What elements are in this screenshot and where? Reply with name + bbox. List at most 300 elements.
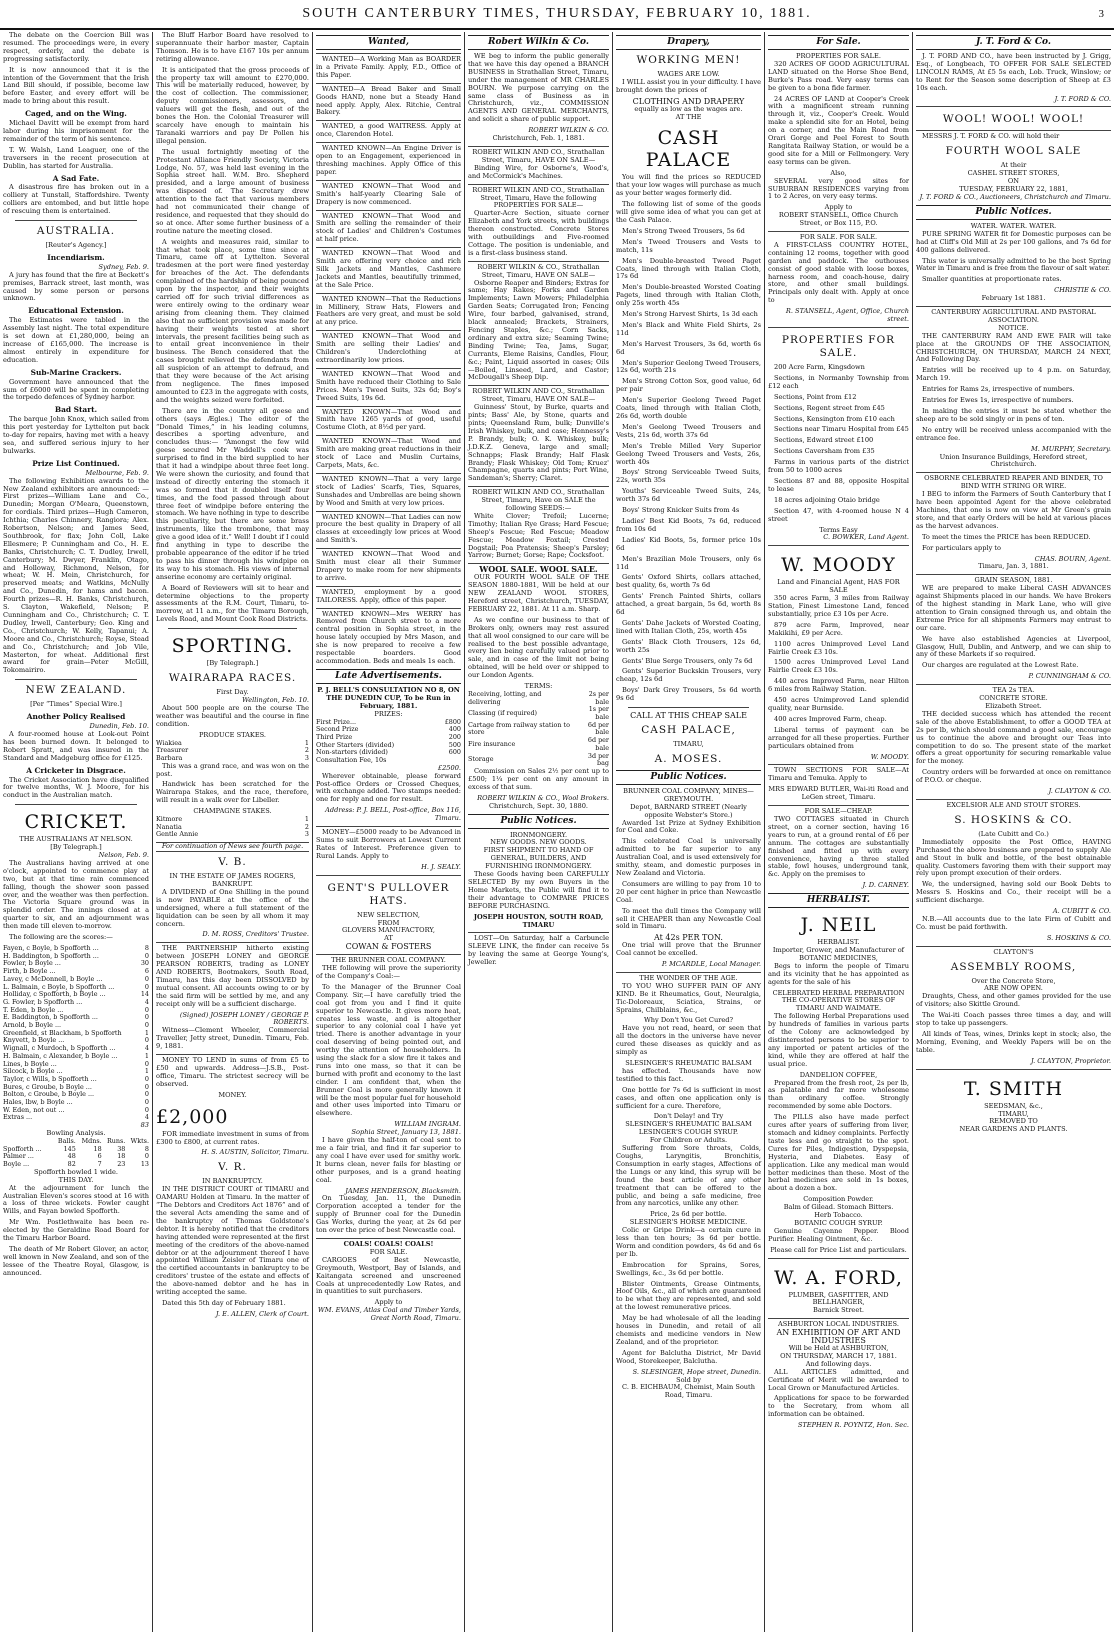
batsman: G. Fowler, b Spofforth ... <box>3 997 83 1006</box>
dateline: Dunedin, Feb. 10. <box>89 722 149 731</box>
ad-line: TIMARU, <box>998 1109 1029 1118</box>
ad-line: WAGES ARE LOW. <box>657 70 720 78</box>
race-row <box>156 831 309 839</box>
wanted-ad: WANTED KNOWN—That Wood and Smith must clear all their Summer Drapery to make room for new shipments to arrive. <box>316 550 461 582</box>
signature: P. CUNNINGHAM & CO. <box>1028 672 1111 681</box>
property-item: Sections 87 and 88, opposite Hospital to lease <box>768 476 909 493</box>
ad-line: AN EXHIBITION OF ART AND INDUSTRIES <box>776 1328 901 1346</box>
runs: 14 <box>140 990 149 999</box>
ad-heading-cash-palace: CASH PALACE <box>645 127 732 172</box>
signature: CHAS. BOURN, Agent. <box>1034 554 1111 563</box>
batsman: H. Baddington, b Spofforth ... <box>3 951 99 960</box>
ad-heading: COALS! COALS! COALS! <box>343 1239 434 1248</box>
signature: WILLIAM INGRAM. <box>394 1120 461 1129</box>
runs: 0 <box>144 1082 149 1091</box>
ad-line: REMOVED TO <box>989 1117 1038 1126</box>
dateline: Sydney, Feb. 9. <box>98 262 149 271</box>
price-item: Ladies' Kid Boots, 5s, former price 10s 6d <box>616 535 761 552</box>
property-item: 18 acres adjoining Otaio bridge <box>774 495 880 504</box>
runs: 1 <box>144 1051 149 1060</box>
score-row <box>3 1114 149 1122</box>
article-text: There are in the country all geese and others (says Ægles.) The editor of the “Donald Times,” in his leading columns, describes a sporting adventure, and concludes thus:— “Amongst the few wild geese secured Mr Waddell's cook was surprised to find in the bird supplied to her that it had a windpipe about three feet long. We were shown the curiosity, and found that instead of directly entering the stomach it was so formed that it doubled itself four times, and the food passed through about three feet of windpipe before entering the stomach. We have nothing in type to describe this peculiarity, but there are some brass instruments, like the trombone, that may give a good idea of it.” Well! I doubt if I could find anything in type to describe the probable appearance of the editor if he tried to pass his dinner through his windpipe on its way to his stomach. His views of internal anserine economy are certainly original. <box>156 406 309 581</box>
ad-text: Colic or Gripe Drink—a certain cure in less than ten hours; 3s 6d per bottle. Worm and condition powders, 4s 6d and 6s per lb. <box>616 1226 761 1258</box>
masthead <box>0 0 1114 30</box>
ad-line: FOR SALE. <box>369 1247 408 1256</box>
batsman: Lavey, c McDonnell, b Boyle ... <box>3 974 103 983</box>
ad-text: SEVERAL very good sites for SUBURBAN RESIDENCES varying from 1 to 2 Acres, on very easy terms. <box>768 176 909 201</box>
signature: H. J. SEALY. <box>421 862 461 871</box>
notice-heading: IN THE ESTATE OF JAMES ROGERS, BANKRUPT. <box>169 872 296 888</box>
signature: S. SLESINGER, Hope street, Dunedin. <box>632 1367 761 1376</box>
ad-text: THE decided success which has attended the recent sale of the above Establishment, to offer a GOOD TEA at 2s per lb, which should command a good sale, encourage us to continue the above and brought our Teas into competition to do so. The present state of the market offers a great opportunity for securing remarkable value for the money. <box>916 709 1111 766</box>
price-item: Boys' Dark Grey Trousers, 5s 6d worth 9s 6d <box>616 686 761 703</box>
dateline: Timaru, Jan. 3, 1881. <box>978 562 1049 571</box>
subheading: A Cricketer in Disgrace. <box>26 765 126 775</box>
wanted-ad: WANTED KNOWN—That Wood and Smith's half-yearly Clearing Sale of Drapery is now commenced. <box>316 181 461 206</box>
ad-line: At their <box>1000 161 1027 170</box>
ad-text: The Wai-iti Coach passes three times a day, and will stop to take up passengers. <box>916 1011 1111 1028</box>
ad-text: OUR FOURTH WOOL SALE OF THE SEASON 1880-1881, Will be held at our NEW ZEALAND WOOL STORES, Hereford street, Christchurch, TUESDAY, FEBRUARY 22, 1881. At 11 a.m. Sharp. <box>468 573 609 613</box>
subheading: CHAMPAGNE STAKES. <box>193 807 272 816</box>
property-item: Sections, Point from £12 <box>774 392 857 401</box>
bowling-row-cell: Balls. <box>57 1136 76 1145</box>
ad-text: Osborne Reaper and Binders; Extras for same; Hay Rakes; Forks and Garden Implements; Lawn Mowers; Philadelphia Garden Seats; Corrugated Iron; Fencing Wire, four barbed, galvanised, strand, black annealed; Brackets, Strainers, Fencing Staples, &c.; Corn Sacks, ordinary and extra size; Seaming Twine; Binding Twine; Tea, Jams, Sugar, Currants, Eleme Raisins, Candles, Flour, &c.; Paint, Liquid assorted in cases; Oils—Boiled, Linseed, Lard, and Castor; McDougall's Sheep Dip. <box>468 278 609 382</box>
ad-text: The following list of some of the goods will give some idea of what you can get at the Cash Palace. <box>616 200 761 224</box>
bowling-row-cell: 13 <box>140 1160 149 1169</box>
bowling-row-cell: Runs. <box>106 1136 126 1145</box>
bowling-row-cell: Spofforth ... <box>3 1144 42 1153</box>
race-results <box>156 816 309 839</box>
ad-line: Price, 2s 6d per bottle. <box>650 1210 727 1219</box>
signature: D. M. ROSS, Creditors' Trustee. <box>202 930 309 939</box>
prize-row-cell: Consultation Fee, 10s <box>316 756 387 765</box>
property-item: 200 Acre Farm, Kingsdown <box>774 363 865 371</box>
ad-heading: CANTERBURY AGRICULTURAL AND PASTORAL ASSOCIATION. <box>931 308 1096 324</box>
ad-heading: PROPERTIES FOR SALE. <box>796 52 881 60</box>
subheading: PRIZES: <box>374 709 403 718</box>
signature: ROBERT STANSELL, Office Church Street, or Box 115, P.O. <box>778 211 899 228</box>
property-item: Farms in various parts of the district from 50 to 1000 acres <box>768 458 909 475</box>
ad-text: Entries for Rams 2s, irrespective of numbers. <box>922 385 1075 394</box>
ad-text: I have given the half-ton of coal sent to me a fair trial, and find it far superior to any coal I have ever used for smithy work. It burns clean, never fails for blasting or other purposes, and is a grand heating coal. <box>316 1136 461 1184</box>
ad-text: To the Manager of the Brunner Coal Company. Sir,—I have carefully tried the coal got from you and I find it quite superior to Newcastle. It gives more heat, creates less waste, and is altogether superior to any colonial coal I have yet tried. There is another advantage in your coal deserving of being pointed out, and worthy the attention of householders. In using the slack for a slow fire it takes and runs into one mass, so that it can be burned with profit and economy to the last cinder. I am confident that, when the Brunner Coal is more generally known it will be the most popular fuel for household and other uses imported into Timaru or elsewhere. <box>316 982 461 1118</box>
price-item: Youths' Serviceable Tweed Suits, 24s, worth 37s 6d <box>616 487 761 504</box>
ad-heading: EXCELSIOR ALE AND STOUT STORES. <box>946 800 1081 809</box>
ad-text: Smaller quantities at proportionate rates. <box>922 275 1062 284</box>
price-item: Gents' Oxford Shirts, collars attached, best quality, 6s, worth 7s 6d <box>616 573 761 590</box>
terms-row-cell: Fire insurance <box>468 740 516 749</box>
section-box-robert-wilkin: Robert Wilkin & Co. <box>468 35 609 50</box>
signature: W. MOODY. <box>870 752 909 761</box>
bowling-row-cell: 8 <box>144 1144 149 1153</box>
wanted-ad: WANTED KNOWN—That Wood and Smith are making great reductions in their stock of Lace and Muslin Curtains, Carpets, Mats, &c. <box>316 437 461 469</box>
prize-row-cell: Other Starters (divided) <box>316 740 395 749</box>
ad-line: FOURTH WOOL SALE <box>945 145 1082 158</box>
ad-line: NEW SELECTION, <box>357 910 420 919</box>
section-box-for-sale: For Sale. <box>768 35 909 50</box>
article-text: Spofforth bowled 1 wide. <box>34 1167 118 1176</box>
wanted-ad: WANTED KNOWN—That Wood and Smith are selling the remainder of their stock of Ladies' and Children's Costumes at half price. <box>316 211 461 244</box>
ad-text: Draughts, Chess, and other games provided for the use of visitors; also Skittle Ground. <box>916 992 1111 1009</box>
bowling-row-cell: 48 <box>67 1152 76 1161</box>
ad-text: Entries will be received up to 4 p.m. on Saturday, March 19. <box>916 366 1111 383</box>
terms-row <box>468 722 609 737</box>
subheading: Another Policy Realised <box>26 712 126 722</box>
prize-row-cell: 200 <box>448 732 461 741</box>
terms-row-cell: 3d per bag <box>587 751 609 768</box>
continuation-note: For continuation of News see fourth page. <box>156 842 309 852</box>
race-row-cell: Gentle Annie <box>156 830 199 839</box>
ad-heading: GENT'S PULLOVER HATS. <box>327 881 450 907</box>
batsman: Bures, c Groube, b Boyle ... <box>3 1082 92 1091</box>
wanted-ad: WANTED KNOWN—That Ladies can now procure the best quality in Drapery of all classes at exceedingly low prices at Wood and Smith's. <box>316 512 461 545</box>
ad-line: CLOTHING AND DRAPERY <box>632 96 745 106</box>
prize-row-cell: First Prize... <box>316 717 357 726</box>
price-item: Men's Geelong Tweed Trousers and Vests, 21s 6d, worth 37s 6d <box>616 422 761 439</box>
dateline: Wellington, Feb. 10. <box>241 695 309 704</box>
batsman: Holliday, c Spofforth, b Boyle ... <box>3 990 106 999</box>
ad-text: On Tuesday, Jan. 11, the Dunedin Corporation accepted a tender for the supply of Brunner coal for the Dunedin Gas Works, during the year, at 2s 6d per ton over the price of best Newcastle coal. <box>316 1194 461 1235</box>
divider <box>15 804 137 805</box>
ad-line: Also, <box>830 168 847 177</box>
batsman: Bolton, c Groube, b Boyle ... <box>3 1090 95 1099</box>
ad-text: Prepared from the fresh root, 2s per lb, as palatable and far more wholesome than ordinary coffee. Strongly recommended by some able Doctors. <box>768 1078 909 1111</box>
signature: M. MURPHY, Secretary. <box>1031 444 1111 453</box>
crest-line: V. B. <box>218 856 247 869</box>
section-box-wanted: Wanted, <box>316 35 461 50</box>
terms-row-cell: 1s per bale <box>588 705 609 722</box>
dateline: Nelson, Feb. 9. <box>98 851 149 860</box>
wanted-ad: WANTED KNOWN—That Wood and Smith have 1265 yards of good, useful Costume Cloth, at 8½d per yard. <box>316 407 461 432</box>
price-item: Men's Double-breasted Tweed Paget Coats, lined through with Italian Cloth, 17s 6d <box>616 256 761 281</box>
ad-text: TWO COTTAGES situated in Church street, on a corner section, having 16 years to run, at a ground rental of £6 per annum. The cottages are substantially finished and fitted up with every convenience, having a three stalled stable, fowl houses, underground tank, &c. Apply on the premises to <box>768 814 909 879</box>
divider <box>15 220 137 221</box>
batsman: Silcock, b Boyle ... <box>3 1067 63 1076</box>
ad-text: WE are prepared to make Liberal CASH ADVANCES against Shipments placed in our hands. We have Brokers of the highest standing in Mark Lane, who will give attention to Grain consigned through us, and obtain the Extreme Price for all shipments Farmers may entrust to our care. <box>916 584 1111 632</box>
ad-text: This water is universally admitted to be the best Spring Water in Timaru and is free from the flavour of salt water. <box>916 256 1111 273</box>
ad-text: One bottle for 7s 6d is sufficient in most cases, and often one application only is sufficient for a cure. Therefore, <box>616 1085 761 1110</box>
article-text: The usual fortnightly meeting of the Protestant Alliance Friendly Society, Victoria Lodge, No. 57, was held last evening in the Sophia street hall. W.M. Bro. Shepherd presided, and a large amount of business was disposed of. The Secretary drew attention to the fact that various members had not communicated their change of residence, and requested that they should do so at once. After some further business of a routine nature the meeting closed. <box>156 147 309 235</box>
batsman: Fayen, c Boyle, b Spofforth ... <box>3 944 99 952</box>
article-text: A four-roomed house at Look-out Point has been burned down. It belonged to Robert Spratt, and was insured in the Standard and Madgeburg office for £125. <box>3 729 149 762</box>
runs: 4 <box>144 1113 149 1122</box>
wanted-ad: WANTED KNOWN—That Wood and Smith have reduced their Clothing to Sale Prices. Men's Tweed Suits, 32s 6d; Boy's Tweed Suits, 19s 6d. <box>316 369 461 402</box>
subheading: Incendiarism. <box>47 252 105 262</box>
terms-row <box>468 753 609 768</box>
batsman: Greenfield, st Blackham, b Spofforth <box>3 1028 122 1037</box>
ad-line: AT <box>384 934 393 943</box>
batsman: Extras ... <box>3 1113 33 1122</box>
signature: P. MCARDLE, Local Manager. <box>661 960 761 969</box>
ad-text: Binding Wire, for Osborne's, Wood's, and McCormick's Machines. <box>468 163 609 180</box>
divider <box>168 628 297 629</box>
race-row-cell: 3 <box>304 830 309 839</box>
bowling-row-cell: Wkts. <box>130 1136 149 1145</box>
article-text: It is anticipated that the gross proceeds of the property tax will amount to £270,000. This will be materially reduced, however, by the cost of collection. The commissioner, deputy commissioners, assessors, and valuers will get the flesh, and out of the bones the Hon. the Colonial Treasurer will scarcely have enough to maintain his Taranaki warriors and pay Dr Pollen his illegal pension. <box>156 65 309 145</box>
batsman: Wignall, c Murdoch, b Spofforth ... <box>3 1044 116 1053</box>
ad-line: CELEBRATED HERBAL PREPARATION <box>772 988 905 997</box>
runs: 0 <box>144 1021 149 1030</box>
ad-heading: P. J. BELL'S CONSULTATION NO 8, ON THE DUNEDIN CUP, To be Run in February, 1881. <box>317 685 460 710</box>
batsman: Hales, lbw, b Boyle ... <box>3 1098 73 1107</box>
signature: J. T. FORD & CO., Auctioneers, Christchurch and Timaru. <box>919 192 1111 201</box>
ad-text: Begs to inform the people of Timaru and its vicinity that he has appointed as agents for the sale of his <box>768 961 909 986</box>
race-row-cell: 2 <box>304 822 309 831</box>
ad-text: As we confine our business to that of Brokers only, owners may rest assured that all wool consigned to our care will be realised to the best possible advantage, every lien being carefully valued prior to sale, and in case of the limit not being obtained, will be held over or shipped to our London Agents. <box>468 615 609 680</box>
masthead-title: SOUTH CANTERBURY TIMES, THURSDAY, FEBRUARY 10, 1881. <box>302 6 812 21</box>
ad-heading: IRONMONGERY. <box>509 830 568 839</box>
batsman: Firth, b Boyle ... <box>3 967 56 976</box>
ad-heading: WOOL! WOOL! WOOL! <box>942 113 1085 126</box>
runs: 1 <box>144 1028 149 1037</box>
price-item: Gents' Superior Buckskin Trousers, very cheap, 12s 6d <box>616 667 761 684</box>
section-heading-sporting: SPORTING. <box>171 635 294 658</box>
divider <box>628 707 749 708</box>
ad-line: THE CO-OPERATIVE STORES OF TIMARU AND WAIMATE. <box>781 996 896 1013</box>
bowling-analysis <box>3 1138 149 1169</box>
ad-heading: THE WONDER OF THE AGE. <box>639 973 738 982</box>
ad-line: Apply to <box>824 203 853 212</box>
ad-text: Country orders will be forwarded at once on remittance of P.O.O. or cheque. <box>916 768 1111 785</box>
ad-line: Land and Financial Agent, HAS FOR SALE <box>777 578 900 595</box>
runs: 8 <box>144 944 149 952</box>
runs: 6 <box>144 967 149 976</box>
scorecard <box>3 945 149 1122</box>
price-item: Men's Superior Geelong Tweed Paget Coats, lined through with Italian Cloth, 26s 6d, worth double <box>616 396 761 420</box>
ad-heading: ROBERT WILKIN AND CO., Strathallan Street, Timaru, Have the following PROPERTIES FOR SALE— <box>472 185 605 210</box>
prize-table <box>316 719 461 765</box>
subheading: Prize List Continued. <box>32 458 120 468</box>
signature: MRS EDWARD BUTLER, Wai-iti Road and LeGen street, Timaru. <box>768 785 909 802</box>
ad-text: Quarter-Acre Section, situate corner Elizabeth and York streets, with buildings thereon constructed. Concrete Stores with outbuildings and Five-roomed Cottage. The position is undeniable, and is a first-class business stand. <box>468 209 609 257</box>
agency-line: [Per “Times” Special Wire.] <box>30 700 122 709</box>
runs: 0 <box>144 951 149 960</box>
ad-heading: WATER. WATER. WATER. <box>970 221 1057 230</box>
ad-heading-neil: J. NEIL <box>800 914 877 937</box>
ad-text: Wherever obtainable, please forward Post-office Orders or Crossed Cheques, with exchange added. Two stamps needed: one for reply and one for result. <box>316 771 461 804</box>
race-row-cell: Treasurer <box>156 746 189 755</box>
column-1 <box>0 32 152 1632</box>
ad-heading: FOR SALE. FOR SALE. <box>799 233 878 242</box>
price-item: Men's Black and White Field Shirts, 2s 11d <box>616 320 761 337</box>
subheading: Sub-Marine Crackers. <box>30 367 122 377</box>
ad-heading: ROBERT WILKIN AND CO., Strathallan Street, Timaru, HAVE ON SALE— <box>472 387 605 404</box>
ad-line: Over the Concrete Store, <box>971 976 1056 985</box>
wanted-ads <box>316 53 461 666</box>
article-text: The Australians having arrived at one o'clock, appointed to commence play at two, but at that time rain commenced falling, though the shower soon passed over, and the weather was then perfection. The Victoria Square ground was in splendid order. The innings closed at a quarter to six, and an adjournment was then made till eleven to-morrow. <box>3 858 149 931</box>
signature: S. HOSKINS & CO. <box>1046 933 1111 942</box>
ad-heading: ASHBURTON LOCAL INDUSTRIES. <box>778 1320 899 1329</box>
ad-line: SLESINGER'S HORSE MEDICINE. <box>629 1218 748 1227</box>
ad-text: Suffering from Sore throats, Colds, Coughs, Laryngitis, Bronchitis, Consumption in early stages, Affections of the Lungs or any kind, this syrup will be found the best article of any other treatment that can be offered to the public, and being a safe medicine, free from any narcotics, unlike any other. <box>616 1144 761 1208</box>
ad-line: Depot, BARNARD STREET (Nearly opposite Webster's Store.) <box>630 802 747 819</box>
section-heading-cricket: CRICKET. <box>24 811 128 834</box>
article-text: Government have announced that the sum of £6000 will be spent in completing the torpedo defences of Sydney harbor. <box>3 377 149 402</box>
ad-text: Immediately opposite the Post Office, HAVING Purchased the above business are prepared to supply Ale and Stout in bulk and bottle, of the best obtainable quality. Customers favoring them with their support may rely upon prompt execution of their orders. <box>916 837 1111 878</box>
price-item: Men's Strong Cotton Sox, good value, 6d per pair <box>616 377 761 394</box>
ad-line: ON THURSDAY, MARCH 17, 1881. <box>780 1351 897 1360</box>
ad-heading: BRUNNER COAL COMPANY, MINES—GREYMOUTH. <box>623 786 754 803</box>
ad-line: Don't Delay! and Try <box>653 1112 724 1121</box>
section-heading-new-zealand: NEW ZEALAND. <box>25 684 127 697</box>
batsman: Lines, b Boyle ... <box>3 1059 57 1068</box>
article-text: Michael Davitt will be exempt from hard labor during his imprisonment for the remainder of the term of his sentence. <box>3 119 149 143</box>
property-item: Sections, Regent street from £45 <box>774 403 885 412</box>
agency-line: [By Telegraph.] <box>206 659 259 668</box>
race-row-cell: Nanatia <box>156 822 182 831</box>
ad-text: TO YOU WHO SUFFER PAIN OF ANY KIND. Be it Rheumatics, Gout, Neuralgia, Tic-Doloreaux, Sciatica, Strains, or Sprains, Chilblains, &c., <box>616 981 761 1014</box>
wanted-ad: WANTED KNOWN—That the Reductions in Millinery, Straw Hats, Flowers and Feathers are very great, and must be sold at any price. <box>316 294 461 327</box>
terms-row <box>468 737 609 752</box>
ad-text: We have also established Agencies at Liverpool, Glasgow, Hull, Dublin, and Antwerp, and we can ship to any of these Markets if so required. <box>916 634 1111 659</box>
ad-line: NOTICE. <box>998 323 1029 332</box>
property-item: 1100 acres Unimproved Level Land Fairlie Creek £3 10s. <box>768 639 909 656</box>
ad-text: Guinness' Stout, by Burke, quarts and pints; Bass' Ale, by Stone, quarts and pints; Queensland Rum, bulk; Dunville's Irish Whiskey, bulk, and case; Hennessy's P. Brandy, bulk; O. K. Whiskey, bulk; J.D.K.Z. Geneva, large and small; Schnapps; Flask Brandy; Half Flask Brandy; Flask Whiskey; Old Tom; Kruez' Champagne, quarts and pints; Port Wine, Sandeman's; Sherry; Claret. <box>468 403 609 483</box>
price-item: Men's Double-breasted Worsted Coating Pagets, lined through with Italian Cloth, only 25s worth 45s <box>616 283 761 308</box>
wanted-ad: WANTED KNOWN—An Engine Driver is open to an Engagement, experienced in threshing machines. Apply Office of this paper. <box>316 144 461 176</box>
column-5 <box>612 32 764 1632</box>
ad-text: All kinds of Teas, wines, Drinks kept in stock; also, the Morning, Evening, and Weekly Papers will be on the table. <box>916 1030 1111 1054</box>
signature: J. CLAYTON, Proprietor. <box>1030 1056 1111 1065</box>
prize-row-cell: Third Prize <box>316 732 353 741</box>
signature: A. CUBITT & CO. <box>1052 907 1111 916</box>
batsman: Knyvett, b Boyle ... <box>3 1036 65 1045</box>
ad-text: Applications for space to be forwarded to the Secretary, from whom all information can be obtained. <box>768 1394 909 1419</box>
terms-row-cell: 6d per bale <box>587 736 609 752</box>
subheading: A Sad Fate. <box>52 173 100 183</box>
ad-text: Consumers are willing to pay from 10 to 20 per cent higher in price than Newcastle Coal. <box>616 879 761 904</box>
article-text: The barque John Knox, which sailed from this port yesterday for Lyttelton put back to-day for repairs, having met with a heavy sea, and suffered serious injury to her bulwarks. <box>3 415 149 455</box>
ad-text: May be had wholesale of all the leading houses in Dunedin, and retail of all chemists and medicine vendors in New Zealand, and of the proprietor. <box>616 1314 761 1346</box>
bowling-row-cell: Palmer ... <box>3 1152 34 1161</box>
article-text: Mr Wm. Postlethwaite has been re-elected by the Geraldine Road Board for the Timaru Harbor Board. <box>3 1218 149 1243</box>
ad-line: For Children or Adults. <box>649 1136 728 1145</box>
ad-line: Terms Easy <box>819 525 858 534</box>
race-row-cell: 1 <box>304 815 309 824</box>
runs: 4 <box>144 997 149 1006</box>
dateline: Melbourne, Feb. 9. <box>85 468 149 477</box>
article-text: The death of Mr Robert Glover, an actor, well known in New Zealand, and son of the lessee of the Theatre Royal, Glasgow, is announced. <box>3 1244 149 1277</box>
column-4 <box>464 32 612 1632</box>
terms-row <box>468 706 609 721</box>
wanted-ad: WANTED KNOWN—That Wood and Smith are selling their Ladies' and Children's Underclothing at extraordinarily low prices. <box>316 332 461 364</box>
runs: 0 <box>144 1074 149 1083</box>
scorecard-total: 83 <box>140 1121 149 1130</box>
signature: J. T. FORD & CO. <box>1054 94 1111 103</box>
article-text: The following are the scores:— <box>9 933 113 942</box>
property-item: Sections near Timaru Hospital from £45 <box>774 425 909 434</box>
ad-line: CASH PALACE, <box>641 724 736 736</box>
notice-text: A DIVIDEND of One Shilling in the pound is now PAYABLE at the office of the undersigned, where a full statement of the liquidation can be seen by all whom it may concern. <box>156 887 309 928</box>
ad-text: MESSRS J. T. FORD & CO. will hold their <box>922 132 1060 141</box>
ad-heading-ford: W. A. FORD, <box>774 1266 903 1289</box>
race-row-cell: 2 <box>304 746 309 755</box>
ad-text: 24 ACRES OF LAND at Cooper's Creek with a magnificent stream running through it, viz., Cooper's Creek. Would make a splendid site for an Hotel, being on a corner, and the Main Road from Orari Gorge and Peel Forest to South Rangitata Railway Station, or would be a good site for a Mill or Fellmongery. Very easy terms can be given. <box>768 94 909 166</box>
ad-line: equally as low as the wages are. <box>634 104 743 113</box>
ad-text: The PILLS also have made perfect cures after years of suffering from liver, stomach and kidney complaints. Perfectly taste less and go straight to the spot. Cures for Piles, Indigestion, Dyspepsia, Hysteria, and Diabetes. Easy of application. Like any medical man would better medicines than these. Most of the herbal medicines are sold in 1s boxes, about a dozen a box. <box>768 1113 909 1193</box>
wanted-ad: WANTED—A Working Man as BOARDER in a Private Family. Apply, F.D., Office of this Paper. <box>316 55 461 79</box>
prize-row-cell: Second Prize <box>316 725 359 734</box>
ad-line: ASSEMBLY ROOMS, <box>950 960 1077 973</box>
runs: 0 <box>144 1090 149 1099</box>
runs: 0 <box>144 1105 149 1114</box>
property-item: Sections, Edward street £100 <box>774 436 874 445</box>
ad-text: For particulars apply to <box>922 543 1002 552</box>
prize-total: £2500. <box>437 763 461 772</box>
subheading: First Day. <box>216 688 249 697</box>
prize-row-cell: 400 <box>448 725 461 734</box>
notice-text: THE PARTNERSHIP hitherto existing between JOSEPH LONEY and GEORGE PEARSON ROBERTS, trading as LONEY AND ROBERTS, Bootmakers, South Road, Timaru, has this day been DISSOLVED by mutual consent. All accounts owing to or by the said firm will be settled by me, and any receipt only will be a sufficient discharge. <box>156 944 309 1008</box>
signature: Address: P. J. BELL, Post-office, Box 116, Timaru. <box>325 806 461 823</box>
article-text: A jury has found that the fire at Beckett's premises, Barrack street, last month, was caused by some person or persons unknown. <box>3 270 149 303</box>
wanted-ad: WANTED—A Bread Baker and Small Goods HAND, none but a Steady Hand need apply. Apply, Alex. Ritchie, Central Bakery. <box>316 84 461 117</box>
runs: 0 <box>144 982 149 991</box>
ad-text: Entries for Ewes 1s, irrespective of numbers. <box>922 396 1074 405</box>
ad-heading: GRAIN SEASON, 1881. <box>974 576 1053 585</box>
subheading: Bad Start. <box>54 405 98 415</box>
price-item: Gents' Blue Serge Trousers, only 7s 6d <box>622 656 753 665</box>
bowling-row-cell: 7 <box>97 1160 102 1169</box>
ad-text: I WILL assist you in your difficulty. I have brought down the prices of <box>616 77 761 94</box>
ad-text: MONEY—£5000 ready to be Advanced in Sums to suit Borrowers at Lowest Current Rates of Interest. Preference given to Rural Lands. Apply to <box>316 828 461 860</box>
section-box-late-ads: Late Advertisements. <box>316 669 461 684</box>
ad-heading: OSBORNE CELEBRATED REAPER AND BINDER, TO BIND WITH STRING OR WIRE. <box>924 474 1103 491</box>
property-item: 440 acres Improved Farm, near Hilton 6 miles from Railway Station. <box>768 677 909 694</box>
ad-text: This celebrated Coal is universally admitted to be far superior to any Australian Coal, and is used extensively for smithy, steam, and domestic purposes in New Zealand and Victoria. <box>616 837 761 877</box>
article-text: A Board of Reviewers will sit to hear and determine objections to the property assessments at the R.M. Court, Timaru, to-morrow, at 11 a.m., for the Timaru Borough, Levels Road, and Mount Cook Road Districts. <box>156 583 309 624</box>
price-item: Men's Brazilian Mole Trousers, only 6s 11d <box>616 554 761 571</box>
dateline: Sophia Street, January 13, 1881. <box>351 1128 461 1137</box>
article-text: This was a grand race, and was won on the post. <box>156 761 309 778</box>
ad-text: PURE SPRING WATER fit for Domestic purposes can be had at Cliff's Old Mill at 2s per 100 gallons, and 7s 6d for 400 gallons delivered. <box>916 229 1111 254</box>
ad-line: Balm of Gilead. Stomach Bitters. <box>783 1203 894 1212</box>
ad-line: SLESINGER'S RHEUMATIC BALSAM <box>625 1120 752 1129</box>
subheading: MONEY. <box>218 1090 247 1099</box>
section-box-public-notices: Public Notices. <box>616 770 761 785</box>
batsman: Arnold, b Boyle ... <box>3 1021 62 1030</box>
ad-heading: WORKING MEN! <box>636 54 741 66</box>
bowling-row-cell: 18 <box>117 1152 126 1161</box>
wanted-ad: WANTED, employment by a good TAILORESS. Apply, office of this paper. <box>316 587 461 604</box>
ad-line: NEAR GARDENS AND PLANTS. <box>959 1125 1068 1134</box>
ad-line: Why Don't You Get Cured? <box>643 1016 733 1025</box>
bowling-row-cell: Boyle ... <box>3 1160 30 1169</box>
terms-row-cell: Cartage from railway station to store <box>468 720 570 737</box>
race-row-cell: 1 <box>304 738 309 747</box>
subheading: Bowling Analysis. <box>46 1129 106 1138</box>
property-item: Sections, in Normanby Township from £12 each <box>768 373 909 390</box>
ad-line: GLOVERS MANUFACTORY, <box>342 926 435 935</box>
ad-heading-smith: T. SMITH <box>963 1077 1064 1100</box>
ad-text: Blister Ointments, Grease Ointments, Hoof Oils, &c., all of which are guaranteed to be what they are represented, and sold at the lowest remunerative prices. <box>616 1279 761 1312</box>
ad-line: Composition Powder. <box>803 1195 874 1204</box>
property-item: Sections, Kensington from £10 each <box>774 414 895 423</box>
ad-line: TIMARU, <box>673 740 704 748</box>
wanted-ad: WANTED KNOWN—That Wood and Smith are offering very choice and rich Silk Jackets and Mantles, Cashmere Jackets and Mantles, beautifully trimmed, at the Sale Price. <box>316 249 461 289</box>
race-row-cell: Kitmore <box>156 815 183 824</box>
column-3 <box>312 32 464 1632</box>
runs: 0 <box>144 1098 149 1107</box>
price-item: Gents' Dahe Jackets of Worsted Coating, lined with Italian Cloth, 25s, worth 45s <box>616 618 761 635</box>
price-item: Ladies' Best Kid Boots, 7s 6d, reduced from 10s 6d <box>616 516 761 533</box>
terms-table <box>468 691 609 768</box>
wanted-ad: WANTED KNOWN—Mrs WERRY has Removed from Church street to a more central position in Sophia street, in the house lately occupied by Mrs Mason, and she is now prepared to receive a few respectable boarders. Good accommodation. Beds and meals 1s each. <box>316 609 461 665</box>
prize-row-cell: Non-starters (divided) <box>316 748 388 757</box>
ad-text: THE CANTERBURY RAM AND EWE FAIR will take place at the GROUNDS OF THE ASSOCIATION, CHRISTCHURCH, ON THURSDAY, MARCH 24 NEXT, And Following Day. <box>916 331 1111 364</box>
ad-heading: FOR SALE—CHEAP. <box>804 807 873 816</box>
signature: JOSEPH HOUSTON, SOUTH ROAD, TIMARU <box>473 912 604 929</box>
price-item: Gents' French Painted Shirts, collars attached, a great bargain, 5s 6d, worth 8s 6d <box>616 592 761 617</box>
